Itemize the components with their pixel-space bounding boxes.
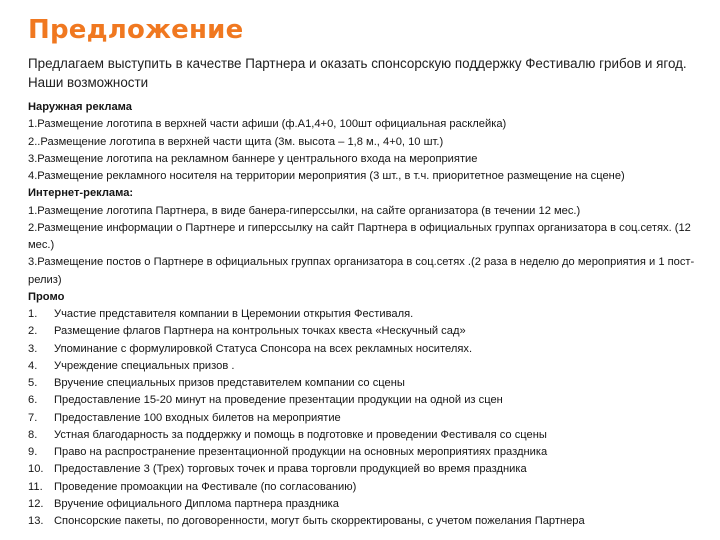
promo-item-number: 2. [28,325,38,338]
promo-item [28,410,708,427]
promo-item [28,496,708,513]
promo-list [28,306,708,530]
promo-item [28,461,708,478]
promo-item-text: Вручение специальных призов представителем компании со сцены [54,377,405,389]
promo-item-text: Размещение флагов Партнера на контрольных точках квеста «Нескучный сад» [54,325,466,338]
page-title: Предложение [28,15,244,45]
internet-heading: Интернет-реклама: [28,187,134,200]
promo-item-text: Вручение официального Диплома партнера праздника [54,497,339,510]
promo-item-text: Спонсорские пакеты, по договоренности, могут быть скорректированы, с учетом пожелания Партнера [54,515,585,527]
promo-item-number: 7. [28,411,38,424]
promo-item [28,306,708,323]
promo-item [28,444,708,461]
promo-item-text: Право на распространение презентационной продукции на основных мероприятиях праздника [54,446,548,458]
promo-item-text: Упоминание с формулировкой Статуса Спонсора на всех рекламных носителях. [54,342,473,355]
internet-item: 2.Размещение информации о Партнере и гиперссылку на сайт Партнера в официальных группах организатора в соц.сетях. (12 мес.) [28,221,691,251]
promo-item-number: 1. [28,308,38,320]
promo-item [28,375,708,392]
outdoor-item: 3.Размещение логотипа на рекламном баннере у центрального входа на мероприятие [28,152,478,165]
promo-item-number: 3. [28,342,38,355]
promo-item-text: Предоставление 100 входных билетов на мероприятие [54,411,341,424]
outdoor-item: 2..Размещение логотипа в верхней части щита (3м. высота – 1,8 м., 4+0, 10 шт.) [28,135,444,148]
promo-heading: Промо [28,290,65,303]
promo-item-number: 9. [28,446,38,458]
internet-item: 1.Размещение логотипа Партнера, в виде банера-гиперссылки, на сайте организатора (в течении 12 мес.) [28,204,581,217]
promo-item [28,341,708,358]
outdoor-heading: Наружная реклама [28,101,132,113]
outdoor-item: 1.Размещение логотипа в верхней части афиши (ф.А1,4+0, 100шт официальная расклейка) [28,118,507,131]
promo-item-number: 5. [28,377,38,389]
promo-item-number: 11. [28,480,43,493]
internet-item: 3.Размещение постов о Партнере в официальных группах организатора в соц.сетях .(2 раза в неделю до мероприятия и 1 пост-релиз) [28,256,695,286]
intro-text: Предлагаем выступить в качестве Партнера и оказать спонсорскую поддержку Фестивалю грибов и ягод. Наши возможности [28,56,687,90]
promo-item-number: 8. [28,428,38,441]
promo-item-text: Участие представителя компании в Церемонии открытия Фестиваля. [54,308,414,320]
promo-item [28,392,708,409]
promo-item-number: 10. [28,463,44,476]
promo-item [28,323,708,340]
promo-item-number: 6. [28,394,38,407]
promo-item [28,358,708,375]
outdoor-item: 4.Размещение рекламного носителя на территории мероприятия (3 шт., в т.ч. приоритетное размещение на сцене) [28,170,625,182]
promo-item-text: Проведение промоакции на Фестивале (по согласованию) [54,480,357,493]
promo-item-number: 4. [28,359,38,372]
promo-item-text: Устная благодарность за поддержку и помощь в подготовке и проведении Фестиваля со сцены [54,428,547,441]
promo-item-number: 13. [28,515,44,527]
offer-content [28,99,708,530]
promo-item [28,513,708,530]
promo-item [28,427,708,444]
promo-item-number: 12. [28,497,44,510]
promo-item-text: Учреждение специальных призов . [54,359,235,372]
promo-item-text: Предоставление 15-20 минут на проведение презентации продукции на одной из сцен [54,394,503,407]
promo-item-text: Предоставление 3 (Трех) торговых точек и права торговли продукцией во время праздника [54,463,527,476]
promo-item [28,479,708,496]
